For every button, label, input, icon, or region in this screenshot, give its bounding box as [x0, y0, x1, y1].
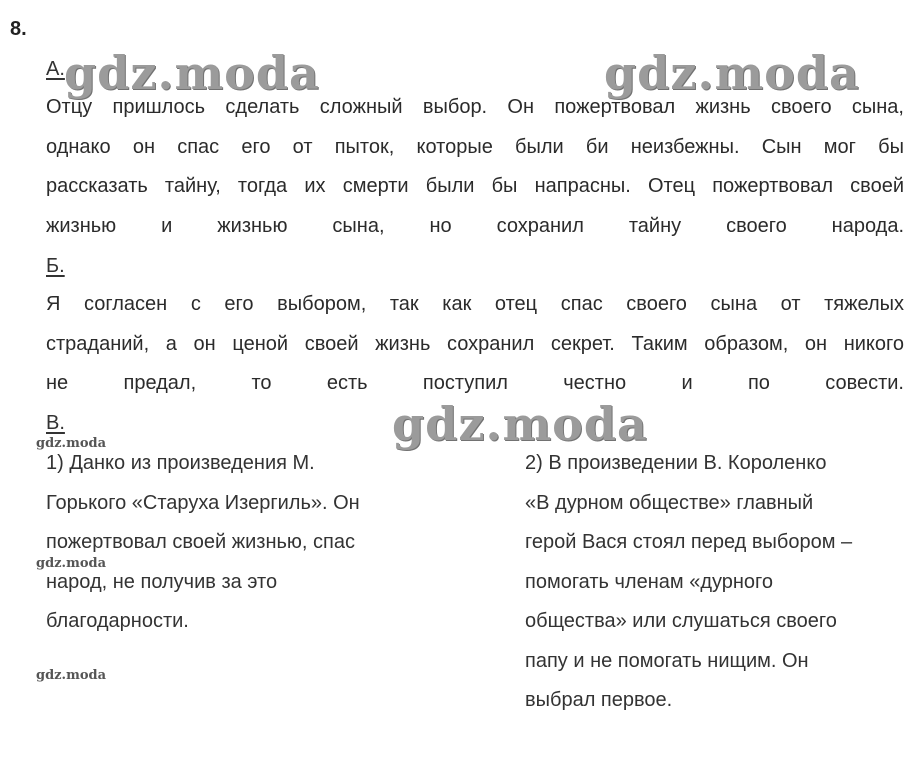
- task-number: 8.: [10, 18, 27, 40]
- section-c-right-line: 2) В произведении В. Короленко: [525, 452, 827, 474]
- watermark-small: gdz.moda: [36, 668, 107, 683]
- section-c-right-line: выбрал первое.: [525, 689, 673, 711]
- watermark-logo: gdz.moda: [392, 397, 648, 451]
- watermark-small: gdz.moda: [36, 556, 107, 571]
- section-a-line: однако он спас его от пыток, которые были би неизбежны. Сын мог бы: [46, 135, 904, 158]
- section-c-left-line: 1) Данко из произведения М.: [46, 452, 315, 474]
- section-a-line: рассказать тайну, тогда их смерти были бы напрасны. Отец пожертвовал своей: [46, 175, 904, 197]
- section-c-label: В.: [46, 412, 65, 434]
- section-c-left-line: благодарности.: [46, 610, 189, 632]
- section-a-line: жизнью и жизнью сына, но сохранил тайну своего народа.: [46, 214, 904, 237]
- section-a-line: Отцу пришлось сделать сложный выбор. Он пожертвовал жизнь своего сына,: [46, 96, 904, 118]
- section-c-left-line: народ, не получив за это: [46, 570, 278, 593]
- section-c-right-line: общества» или слушаться своего: [525, 610, 837, 632]
- section-c-left-line: Горького «Старуха Изергиль». Он: [46, 491, 360, 514]
- section-c-right-line: «В дурном обществе» главный: [525, 491, 814, 514]
- section-c-left-line: пожертвовал своей жизнью, спас: [46, 531, 355, 553]
- section-c-right-line: помогать членам «дурного: [525, 570, 774, 593]
- section-c-left-column: [46, 444, 360, 642]
- section-b-line: страданий, а он ценой своей жизнь сохранил секрет. Таким образом, он никого: [46, 332, 904, 355]
- section-c-right-column: [525, 444, 852, 721]
- section-b-text: [46, 285, 904, 404]
- section-b-line: Я согласен с его выбором, так как отец спас своего сына от тяжелых: [46, 293, 904, 315]
- section-a-label: А.: [46, 58, 65, 80]
- watermark-small: gdz.moda: [36, 436, 107, 451]
- section-c-right-line: герой Вася стоял перед выбором –: [525, 531, 853, 553]
- section-a-text: [46, 88, 904, 246]
- watermark-logo: gdz.moda: [604, 46, 860, 100]
- section-b-label: Б.: [46, 255, 65, 277]
- section-b-line: не предал, то есть поступил честно и по совести.: [46, 372, 904, 394]
- section-c-right-line: папу и не помогать нищим. Он: [525, 649, 809, 672]
- watermark-logo: gdz.moda: [64, 46, 320, 100]
